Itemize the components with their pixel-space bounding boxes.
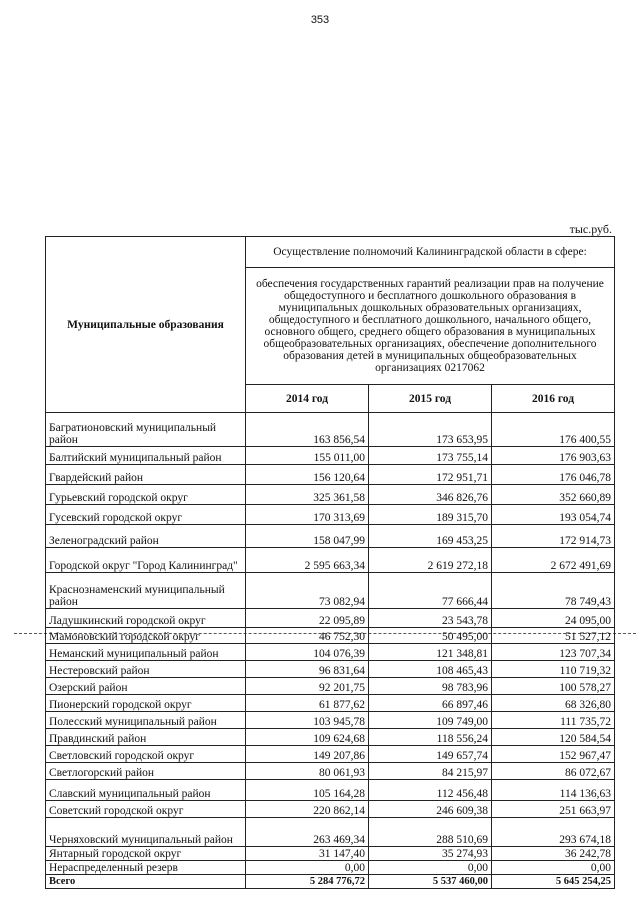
value-2016: 251 663,97: [492, 801, 615, 818]
value-2015: 77 666,44: [369, 573, 492, 609]
year-2015-header: 2015 год: [369, 385, 492, 413]
value-2016: 193 054,74: [492, 505, 615, 525]
municipality-name: Зеленоградский район: [46, 525, 246, 548]
value-2016: 110 719,32: [492, 661, 615, 678]
value-2015: 98 783,96: [369, 678, 492, 695]
total-row: [46, 875, 615, 889]
municipality-name: Пионерский городской округ: [46, 695, 246, 712]
value-2016: 152 967,47: [492, 746, 615, 763]
budget-table: [45, 236, 615, 889]
value-2015: 84 215,97: [369, 763, 492, 780]
table-row: [46, 746, 615, 763]
table-row: [46, 818, 615, 847]
table-row: [46, 661, 615, 678]
table-row: [46, 609, 615, 628]
value-2015: 173 755,14: [369, 447, 492, 465]
value-2014: 96 831,64: [246, 661, 369, 678]
value-2014: 163 856,54: [246, 413, 369, 447]
value-2014: 220 862,14: [246, 801, 369, 818]
municipality-header: Муниципальные образования: [46, 237, 246, 413]
municipality-name: Гурьевский городской округ: [46, 485, 246, 505]
year-2014-header: 2014 год: [246, 385, 369, 413]
value-2015: 288 510,69: [369, 818, 492, 847]
value-2015: 118 556,24: [369, 729, 492, 746]
value-2014: 103 945,78: [246, 712, 369, 729]
table-row: [46, 644, 615, 661]
table-row: [46, 861, 615, 875]
value-2016: 100 578,27: [492, 678, 615, 695]
total-2015: 5 537 460,00: [369, 875, 492, 889]
value-2014: 22 095,89: [246, 609, 369, 628]
value-2014: 92 201,75: [246, 678, 369, 695]
value-2016: 36 242,78: [492, 847, 615, 861]
value-2016: 172 914,73: [492, 525, 615, 548]
municipality-name: Балтийский муниципальный район: [46, 447, 246, 465]
value-2014: 263 469,34: [246, 818, 369, 847]
table-row: [46, 729, 615, 746]
sphere-header: Осуществление полномочий Калининградской области в сфере:: [246, 237, 615, 268]
table-row: [46, 801, 615, 818]
value-2016: 176 046,78: [492, 465, 615, 485]
value-2014: 73 082,94: [246, 573, 369, 609]
municipality-name: Правдинский район: [46, 729, 246, 746]
year-2016-header: 2016 год: [492, 385, 615, 413]
value-2016: 120 584,54: [492, 729, 615, 746]
value-2014: 109 624,68: [246, 729, 369, 746]
table-row: [46, 465, 615, 485]
value-2014: 0,00: [246, 861, 369, 875]
value-2014: 105 164,28: [246, 780, 369, 801]
municipality-name: Городской округ "Город Калининград": [46, 548, 246, 573]
value-2014: 155 011,00: [246, 447, 369, 465]
value-2014: 156 120,64: [246, 465, 369, 485]
table-row: [46, 780, 615, 801]
value-2016: 51 527,12: [492, 628, 615, 644]
table-row: [46, 628, 615, 644]
value-2016: 176 903,63: [492, 447, 615, 465]
table-row: [46, 413, 615, 447]
value-2015: 2 619 272,18: [369, 548, 492, 573]
table-row: [46, 505, 615, 525]
value-2016: 176 400,55: [492, 413, 615, 447]
value-2016: 86 072,67: [492, 763, 615, 780]
value-2015: 35 274,93: [369, 847, 492, 861]
value-2015: 66 897,46: [369, 695, 492, 712]
value-2015: 169 453,25: [369, 525, 492, 548]
table-row: [46, 447, 615, 465]
municipality-name: Нестеровский район: [46, 661, 246, 678]
description-header: обеспечения государственных гарантий реализации прав на получение общедоступного и бесплатного дошкольного образования в муниципальных дошкольных образовательных организациях, общедоступного и бесплатного дошкольного, начального общего, основного общего, среднего общего образования в муниципальных общеобразовательных организациях, обеспечение дополнительного образования детей в муниципальных общеобразовательных организациях 0217062: [246, 268, 615, 385]
municipality-name: Озерский район: [46, 678, 246, 695]
value-2014: 170 313,69: [246, 505, 369, 525]
value-2015: 108 465,43: [369, 661, 492, 678]
table-row: [46, 485, 615, 505]
municipality-name: Ладушкинский городской округ: [46, 609, 246, 628]
value-2015: 50 495,00: [369, 628, 492, 644]
municipality-name: Светлогорский район: [46, 763, 246, 780]
value-2015: 121 348,81: [369, 644, 492, 661]
table-row: [46, 695, 615, 712]
value-2016: 78 749,43: [492, 573, 615, 609]
value-2014: 158 047,99: [246, 525, 369, 548]
value-2016: 352 660,89: [492, 485, 615, 505]
municipality-name: Багратионовский муниципальный район: [46, 413, 246, 447]
value-2016: 123 707,34: [492, 644, 615, 661]
value-2014: 2 595 663,34: [246, 548, 369, 573]
value-2014: 46 752,30: [246, 628, 369, 644]
value-2016: 0,00: [492, 861, 615, 875]
table-row: [46, 548, 615, 573]
municipality-name: Нераспределенный резерв: [46, 861, 246, 875]
value-2014: 61 877,62: [246, 695, 369, 712]
total-2016: 5 645 254,25: [492, 875, 615, 889]
municipality-name: Янтарный городской округ: [46, 847, 246, 861]
value-2015: 109 749,00: [369, 712, 492, 729]
value-2016: 293 674,18: [492, 818, 615, 847]
municipality-name: Полесский муниципальный район: [46, 712, 246, 729]
value-2015: 0,00: [369, 861, 492, 875]
value-2014: 104 076,39: [246, 644, 369, 661]
table-row: [46, 763, 615, 780]
value-2016: 111 735,72: [492, 712, 615, 729]
table-row: [46, 847, 615, 861]
units-label: тыс.руб.: [569, 222, 612, 236]
value-2016: 24 095,00: [492, 609, 615, 628]
municipality-name: Черняховский муниципальный район: [46, 818, 246, 847]
value-2015: 112 456,48: [369, 780, 492, 801]
value-2015: 173 653,95: [369, 413, 492, 447]
value-2015: 172 951,71: [369, 465, 492, 485]
total-label: Всего: [46, 875, 246, 889]
value-2015: 246 609,38: [369, 801, 492, 818]
total-2014: 5 284 776,72: [246, 875, 369, 889]
table-row: [46, 573, 615, 609]
value-2015: 346 826,76: [369, 485, 492, 505]
value-2014: 325 361,58: [246, 485, 369, 505]
municipality-name: Светловский городской округ: [46, 746, 246, 763]
value-2016: 2 672 491,69: [492, 548, 615, 573]
municipality-name: Гусевский городской округ: [46, 505, 246, 525]
table-row: [46, 712, 615, 729]
value-2015: 189 315,70: [369, 505, 492, 525]
value-2014: 80 061,93: [246, 763, 369, 780]
municipality-name: Краснознаменский муниципальный район: [46, 573, 246, 609]
value-2014: 149 207,86: [246, 746, 369, 763]
municipality-name: Неманский муниципальный район: [46, 644, 246, 661]
municipality-name: Славский муниципальный район: [46, 780, 246, 801]
value-2015: 149 657,74: [369, 746, 492, 763]
table-row: [46, 525, 615, 548]
page-number: 353: [310, 14, 330, 26]
value-2016: 68 326,80: [492, 695, 615, 712]
table-row: [46, 678, 615, 695]
value-2014: 31 147,40: [246, 847, 369, 861]
value-2015: 23 543,78: [369, 609, 492, 628]
value-2016: 114 136,63: [492, 780, 615, 801]
municipality-name: Мамоновский городской округ: [46, 628, 246, 644]
municipality-name: Гвардейский район: [46, 465, 246, 485]
municipality-name: Советский городской округ: [46, 801, 246, 818]
